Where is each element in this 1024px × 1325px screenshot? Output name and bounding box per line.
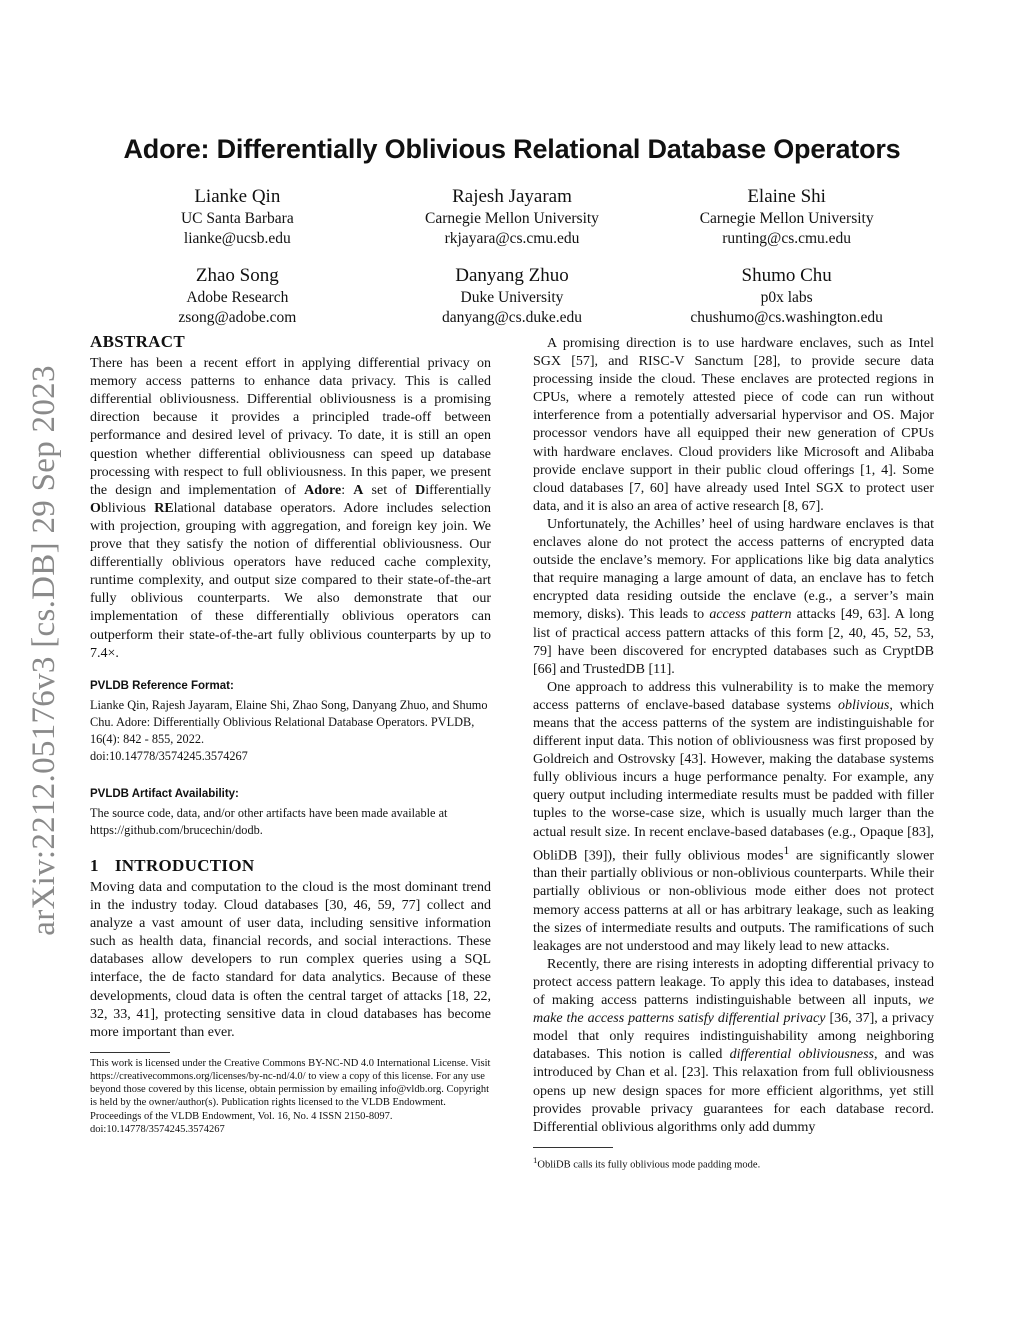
paragraph-text: are significantly slower than their partially oblivious or non-oblivious counterparts. While their partially oblivious or non-oblivious mode either does not protect memory access patterns at all or has arbitrary leakage, such as leaking the sizes of intermediate results and outputs. The ramifications of such leakages are not understood and may likely lead to new attacks.: [533, 848, 934, 954]
abstract-ifferentially: ifferentially: [425, 482, 492, 498]
paragraph-text: One approach to address this vulnerability is to make the memory access patterns of enclave-based database systems: [533, 679, 934, 713]
artifact-text[interactable]: The source code, data, and/or other artifacts have been made available at https://github.com/brucechin/dodb.: [90, 805, 448, 837]
introduction-heading: [90, 857, 491, 875]
author: [375, 263, 650, 328]
footnote-marker[interactable]: 1: [783, 843, 790, 857]
acronym-re: RE: [154, 500, 174, 516]
author-name: Rajesh Jayaram: [452, 186, 572, 207]
author-affiliation: Carnegie Mellon University: [699, 210, 874, 227]
abstract-blivious: blivious: [100, 500, 155, 516]
author: [375, 184, 650, 249]
paragraph: A promising direction is to use hardware enclaves, such as Intel SGX [57], and RISC-V Sanctum [28], to provide secure data processing inside the cloud. These enclaves are protected regions in CPUs, where a remotely attested piece of code can run without interference from a potentially adversarial hypervisor and OS. Major processor vendors have all equipped their new generation of CPUs with hardware enclaves. Cloud providers like Microsoft and Alibaba provide enclave support in their public cloud offerings [1, 4]. Some cloud databases [7, 60] have already used Intel SGX to protect user data, and it is also an area of active research [8, 67].: [533, 336, 934, 514]
author-name: Lianke Qin: [194, 186, 281, 207]
abstract-text: [90, 355, 491, 663]
author-affiliation: Duke University: [460, 289, 564, 306]
author: [649, 263, 924, 328]
paragraph-text: , and was introduced by Chan et al. [23]. This relaxation from full obliviousness opens up new design spaces for more efficient algorithms, yet still provides provable privacy guarantees for each database record. Differential oblivious algorithms only add dummy: [533, 1047, 934, 1135]
acronym-a: A: [353, 482, 364, 498]
introduction-section: [90, 857, 491, 1042]
abstract-colon: :: [341, 482, 354, 498]
abstract-text-2: lational database operators. Adore includes selection with projection, grouping with aggregation, and foreign key join. We prove that they satisfy the notion of differential obliviousness. Our differentially oblivious operators have reduced cache complexity, runtime complexity, and output size compared to their state-of-the-art fully oblivious counterparts. We also demonstrate that our implementation of these differentially oblivious operators can outperform their state-of-the-art fully oblivious counterparts by up to 7.4×.: [90, 500, 491, 661]
author-affiliation: Carnegie Mellon University: [425, 210, 599, 227]
artifact-availability: [90, 785, 491, 839]
paragraph: [533, 679, 934, 956]
abstract-set-of: set of: [363, 482, 416, 498]
emphasis: we make the access patterns satisfy differential privacy: [533, 993, 934, 1027]
footnote-text: ObliDB calls its fully oblivious mode padding mode.: [537, 1159, 761, 1171]
abstract-heading: ABSTRACT: [90, 332, 185, 351]
author-affiliation: p0x labs: [760, 289, 813, 306]
license-footnote: This work is licensed under the Creative Commons BY-NC-ND 4.0 International License. Visit https://creativecommons.org/licenses/by-nc-nd/4.0/ to view a copy of this license. For any use beyond those covered by this license, obtain permission by emailing info@vldb.org. Copyright is held by the owner/author(s). Publication rights licensed to the VLDB Endowment.: [90, 1057, 491, 1109]
author-block: [100, 184, 924, 328]
paper-title: Adore: Differentially Oblivious Relational Database Operators: [123, 134, 901, 164]
reference-format-doi[interactable]: doi:10.14778/3574245.3574267: [90, 748, 248, 763]
paragraph-text: Unfortunately, the Achilles’ heel of using hardware enclaves is that enclaves alone do not protect the access patterns of encrypted data outside the enclave’s memory. For applications like big data analytics that require managing a large amount of data, an enclave has to fetch encrypted data residing outside the enclave (e.g., a server’s main memory, disks). This leads to: [533, 516, 934, 623]
paragraph-text: attacks [49, 63]. A long list of practical access pattern attacks of this form [2, 40, 45, 52, 53, 79] have been discovered for encrypted databases such as CryptDB [66] and TrustedDB [11].: [533, 607, 934, 677]
footnote-number: 1: [533, 1154, 538, 1165]
proceedings-footnote: Proceedings of the VLDB Endowment, Vol. 16, No. 4 ISSN 2150-8097.: [90, 1110, 393, 1122]
reference-format-heading: PVLDB Reference Format:: [90, 679, 234, 692]
author-email: danyang@cs.duke.edu: [442, 309, 582, 326]
artifact-heading: PVLDB Artifact Availability:: [90, 787, 239, 800]
footnote-divider: [90, 1052, 170, 1053]
introduction-paragraph: Moving data and computation to the cloud is the most dominant trend in the industry today. Cloud databases [30, 46, 59, 77] collect and analyze a vast amount of user data, including sensitive information such as health data, financial records, and social interactions. These databases allow developers to run complex queries using a SQL interface, the de facto standard for data analytics. Because of these developments, cloud data is often the central target of attacks [18, 22, 32, 33, 41], protecting sensitive data in cloud databases has become more important than ever.: [90, 879, 491, 1040]
author-affiliation: UC Santa Barbara: [180, 210, 294, 227]
author-email: chushumo@cs.washington.edu: [690, 309, 883, 326]
paragraph-text: [36, 37], a privacy model that only requires indistinguishability among neighboring databases. This notion is called: [533, 1011, 934, 1063]
author-name: Shumo Chu: [741, 265, 832, 286]
paragraph-text: Recently, there are rising interests in adopting differential privacy to protect access pattern leakage. To apply this idea to databases, instead of making access patterns indistinguishable between all inputs,: [533, 956, 934, 1009]
author-name: Zhao Song: [195, 265, 279, 286]
paragraph: [533, 956, 934, 1137]
emphasis: oblivious: [838, 697, 890, 713]
emphasis: differential obliviousness: [729, 1047, 874, 1063]
section-number: 1: [90, 855, 99, 875]
reference-format-text: Lianke Qin, Rajesh Jayaram, Elaine Shi, Zhao Song, Danyang Zhuo, and Shumo Chu. Adore: Differentially Oblivious Relational Database Operators. PVLDB, 16(4): 842 - 855, 2022.: [90, 697, 488, 746]
footnote-divider: [533, 1147, 613, 1148]
abstract-text-1: There has been a recent effort in applying differential privacy on memory access patterns to enhance data privacy. This is called differential obliviousness. Differential obliviousness is a promising direction because it provides a principled trade-off between performance and desired level of privacy. To date, it is still an open question whether differential obliviousness can speed up database processing with respect to full obliviousness. In this paper, we present the design and implementation of: [90, 356, 491, 498]
author-affiliation: Adobe Research: [186, 289, 289, 306]
author: [649, 184, 924, 249]
section-title: INTRODUCTION: [114, 855, 255, 875]
paragraph-text: , which means that the access patterns of the system are indistinguishable for different input data. This notion of obliviousness was first proposed by Goldreich and Ostrovsky [43]. However, making the database systems fully oblivious incurs a huge performance penalty. For example, any query output including intermediate results must be padded with filler tuples to the worse-case size, which is usually much larger than the actual result size. In recent enclave-based databases (e.g., Opaque [83], ObliDB [39]), their fully oblivious modes: [533, 697, 935, 864]
paragraph: [533, 516, 934, 679]
author-name: Elaine Shi: [747, 186, 826, 207]
acronym-d: D: [415, 482, 426, 498]
author: [100, 263, 375, 328]
reference-format: [90, 677, 491, 765]
arxiv-stamp-text: arXiv:2212.05176v3 [cs.DB] 29 Sep 2023: [25, 364, 62, 936]
author-email: zsong@adobe.com: [178, 309, 297, 326]
author-email: runting@cs.cmu.edu: [722, 230, 852, 247]
acronym-o: O: [90, 500, 101, 516]
oblidb-footnote: [533, 1154, 934, 1172]
author: [100, 184, 375, 249]
arxiv-stamp: [20, 350, 68, 950]
left-column: [90, 333, 491, 1136]
right-column: [533, 335, 934, 1171]
author-email: rkjayara@cs.cmu.edu: [444, 230, 580, 247]
doi-footnote: doi:10.14778/3574245.3574267: [90, 1123, 225, 1135]
author-email: lianke@ucsb.edu: [183, 230, 291, 247]
adore-name: Adore: [304, 482, 342, 498]
author-name: Danyang Zhuo: [455, 265, 569, 286]
emphasis: access pattern: [709, 607, 792, 623]
